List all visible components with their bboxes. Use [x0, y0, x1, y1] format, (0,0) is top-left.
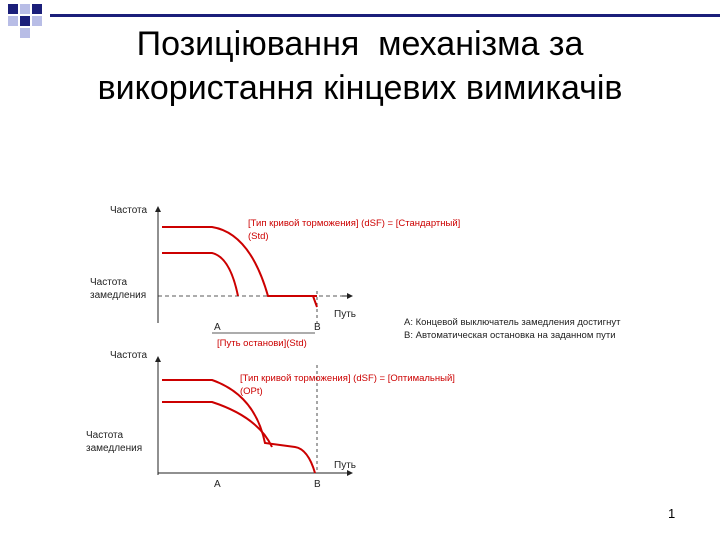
top-curve-note-1: [Тип кривой торможения] (dSF) = [Стандартный] — [248, 218, 461, 229]
bottom-curve-note-1: [Тип кривой торможения] (dSF) = [Оптимальный] — [240, 373, 455, 384]
bottom-x-label: Путь — [334, 460, 356, 471]
top-curve-note-2: (Std) — [248, 231, 269, 242]
bottom-y-label: Частота — [110, 350, 148, 361]
top-stop-note: [Путь останови](Std) — [217, 338, 307, 349]
bottom-decel-label-1: Частота — [86, 430, 124, 441]
bottom-curve-low — [162, 402, 272, 447]
decor-square — [8, 4, 18, 14]
top-curve-high — [162, 227, 317, 296]
top-stop-drop — [313, 296, 317, 307]
decor-square — [32, 4, 42, 14]
bottom-point-b: B — [314, 479, 321, 490]
top-point-a: A — [214, 322, 221, 333]
diagram-legend — [404, 316, 620, 342]
bottom-point-a: A — [214, 479, 221, 490]
title-line-2: використання кінцевих вимикачів — [97, 69, 623, 107]
bottom-graph — [86, 350, 455, 490]
top-y-label: Частота — [110, 205, 148, 216]
bottom-curve-high — [162, 380, 315, 473]
slide-title — [0, 22, 720, 110]
page-number: 1 — [668, 506, 676, 521]
title-line-1: Позиціювання механізма за — [136, 25, 584, 63]
limit-switch-diagram — [80, 195, 580, 495]
top-decel-label-1: Частота — [90, 277, 128, 288]
top-point-b: B — [314, 322, 321, 333]
top-curve-low — [162, 253, 238, 296]
bottom-curve-note-2: (OPt) — [240, 386, 263, 397]
legend-line-b: B: Автоматическая остановка на заданном пути — [404, 330, 616, 341]
decor-square — [20, 4, 30, 14]
legend-line-a: A: Концевой выключатель замедления достигнут — [404, 317, 621, 328]
top-x-label: Путь — [334, 309, 356, 320]
top-decel-label-2: замедления — [90, 290, 147, 301]
title-rule — [50, 14, 720, 17]
bottom-decel-label-2: замедления — [86, 443, 143, 454]
